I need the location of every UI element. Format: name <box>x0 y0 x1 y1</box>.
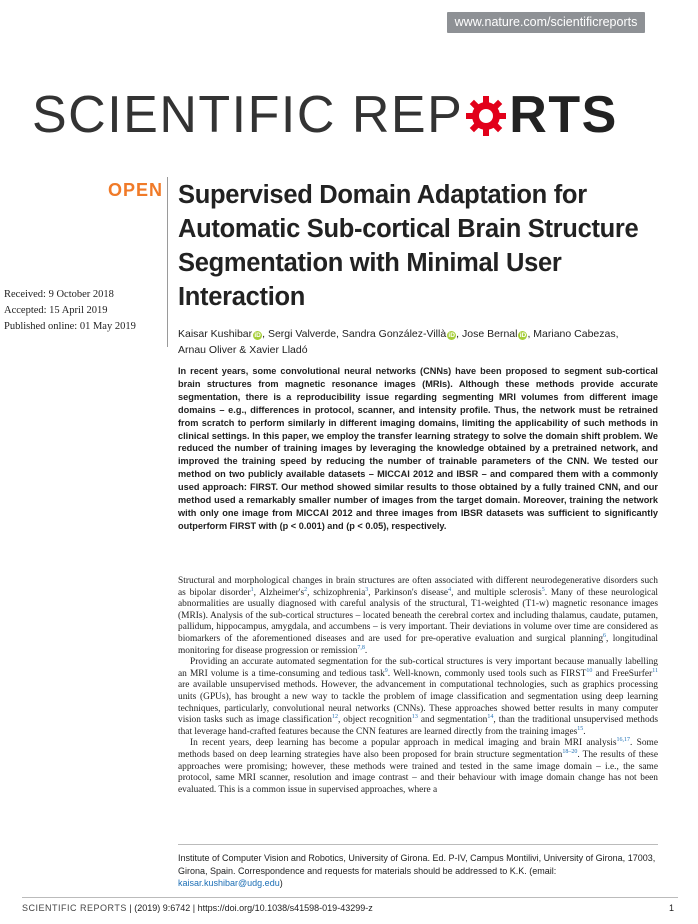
reference-link[interactable]: 18–20 <box>562 748 578 755</box>
body-text-run: and segmentation <box>417 715 488 726</box>
article-title: Supervised Domain Adaptation for Automatic Sub-cortical Brain Structure Segmentation with Minimal User Interaction <box>178 181 639 311</box>
reference-link[interactable]: 7,8 <box>357 644 365 651</box>
author-name[interactable]: , Mariano Cabezas, <box>527 328 619 340</box>
reference-link[interactable]: 4 <box>448 586 452 593</box>
affiliation-divider <box>178 844 658 845</box>
accepted-date: Accepted: 15 April 2019 <box>4 305 108 316</box>
footer-journal-name: SCIENTIFIC REPORTS <box>22 903 127 913</box>
reference-link[interactable]: 3 <box>365 586 369 593</box>
orcid-icon[interactable]: iD <box>448 332 455 339</box>
reference-link[interactable]: 11 <box>652 667 658 674</box>
title-divider <box>167 177 168 347</box>
footer-separator: | <box>126 903 135 913</box>
article-dates <box>4 287 164 335</box>
published-date: Published online: 01 May 2019 <box>4 321 136 332</box>
body-text-run: Structural and morphological changes in brain structures are often associated with different neurodegenerative disorders such as bipolar disorder <box>178 576 658 598</box>
body-paragraph <box>178 576 658 657</box>
author-list <box>178 326 668 358</box>
body-text-run: . <box>364 645 368 656</box>
received-date: Received: 9 October 2018 <box>4 289 114 300</box>
page-number: 1 <box>668 903 674 913</box>
reference-link[interactable]: 9 <box>384 667 388 674</box>
body-text-run: are available unsupervised methods. However, the advancement in computational technologies, such as graphics processing units (GPUs), has brought a new way to tackle the problem of image classification and segmentation using deep learning techniques, particularly, convolutional neural networks (CNNs). These approaches showed better results in many computer vision tasks such as image classification <box>178 680 658 726</box>
reference-link[interactable]: 1 <box>250 586 254 593</box>
article-body <box>178 576 658 796</box>
masthead-text-right: RTS <box>509 86 618 144</box>
orcid-icon[interactable]: iD <box>519 332 527 339</box>
journal-url[interactable]: www.nature.com/scientificreports <box>447 12 645 33</box>
body-text-run: . <box>583 726 586 737</box>
body-paragraph <box>178 657 658 738</box>
body-text-run: , than the traditional unsupervised methods that leverage hand-crafted features because the CNN features are learned directly from the training images <box>178 715 658 737</box>
body-text-run: Providing an accurate automated segmentation for the sub-cortical structures is very important because manually labelling an MRI volume is a time-consuming and tedious task <box>178 657 658 679</box>
reference-link[interactable]: 13 <box>411 714 418 720</box>
body-text-run: . Well-known, commonly used tools such as FIRST <box>387 668 587 679</box>
masthead-text-left: SCIENTIFIC REP <box>32 86 464 144</box>
reference-link[interactable]: 15 <box>577 725 584 732</box>
reference-link[interactable]: 12 <box>331 714 338 720</box>
reference-link[interactable]: 14 <box>487 714 494 720</box>
author-name[interactable]: Kaisar Kushibar <box>178 328 253 340</box>
open-access-label: OPEN <box>108 180 164 200</box>
reference-link[interactable]: 6 <box>603 632 607 639</box>
affiliation-note <box>178 852 658 890</box>
journal-masthead <box>32 80 672 150</box>
body-text-run: , Alzheimer's <box>253 587 305 598</box>
author-name[interactable]: Arnau Oliver & Xavier Lladó <box>178 344 308 356</box>
gear-logo-icon <box>464 94 508 138</box>
body-text-run: and FreeSurfer <box>592 668 653 679</box>
body-text-run: , schizophrenia <box>307 587 366 598</box>
reference-link[interactable]: 2 <box>304 586 308 593</box>
body-text-run: . Many of these neurological abnormalities are usually diagnosed with careful analysis of the structural, T1-weighted (T1-w) magnetic resonance images (MRIs). Analysis of the sub-cortical structures – located beneath the cerebral cortex and including thalamus, caudate, putamen, pallidum, hippocampus, amygdala, and accumbens – is very important. Their deviations in volume over time are considered as biomarkers of the aforementioned diseases and are used for pre-operative evaluation and surgical planning <box>178 587 658 644</box>
correspondence-email[interactable]: kaisar.kushibar@udg.edu <box>178 878 280 888</box>
body-text-run: , Parkinson's disease <box>368 587 449 598</box>
orcid-icon[interactable]: iD <box>254 332 261 339</box>
footer-citation[interactable]: (2019) 9:6742 | https://doi.org/10.1038/s41598-019-43299-z <box>134 903 373 913</box>
body-text-run: , longitudinal monitoring for disease progression or remission <box>178 633 658 656</box>
affiliation-text-end: ) <box>279 878 283 888</box>
footer-divider <box>22 897 678 898</box>
body-text-run: . The results of these approaches were promising; however, these methods were trained and tested in the same image domain – i.e., the same protocol, same MRI scanner, resolution and image contrast – and their behaviour with image domain change has not been evaluated. This is a common issue in supervised approaches, where a <box>178 749 658 795</box>
author-name[interactable]: , Jose Bernal <box>456 328 518 340</box>
body-text-run: In recent years, deep learning has become a popular approach in medical imaging and brain MRI analysis <box>190 738 617 749</box>
reference-link[interactable]: 10 <box>586 667 593 674</box>
body-text-run: , and multiple sclerosis <box>451 587 542 598</box>
abstract: In recent years, some convolutional neural networks (CNNs) have been proposed to segment sub-cortical brain structures from magnetic resonance images (MRIs). Although these methods provide accurate segmentation, there is a reproducibility issue regarding segmenting MRI volumes from different image domains – e.g., differences in protocol, scanner, and intensity profile. Thus, the network must be retrained from scratch to perform similarly in different imaging domains, limiting the applicability of such methods in clinical settings. In this paper, we employ the transfer learning strategy to solve the domain shift problem. We reduced the number of training images by leveraging the knowledge obtained by a pretrained network, and improved the training speed by reducing the number of trainable parameters of the CNN. We tested our method on two publicly available datasets – MICCAI 2012 and IBSR – and compared them with a commonly used approach: FIRST. Our method showed similar results to those obtained by a fully trained CNN, and our method used a remarkably smaller number of images from the target domain. Moreover, training the network with only one image from MICCAI 2012 and three images from IBSR datasets was sufficient to significantly outperform FIRST with (p < 0.001) and (p < 0.05), respectively. <box>178 366 658 531</box>
affiliation-text: Institute of Computer Vision and Robotics, University of Girona. Ed. P-IV, Campus Montilivi, University of Girona, 17003, Girona, Spain. Correspondence and requests for materials should be addressed to K.K. (email: <box>178 853 656 876</box>
body-text-run: , object recognition <box>337 715 412 726</box>
body-paragraph <box>178 738 658 796</box>
reference-link[interactable]: 5 <box>541 586 545 593</box>
author-name[interactable]: , Sergi Valverde, Sandra González-Villà <box>262 328 447 340</box>
page-footer <box>22 901 678 915</box>
reference-link[interactable]: 16,17 <box>616 737 631 744</box>
body-text-run: . Some methods based on deep learning strategies have also been proposed for brain structure segmentation <box>178 738 659 760</box>
